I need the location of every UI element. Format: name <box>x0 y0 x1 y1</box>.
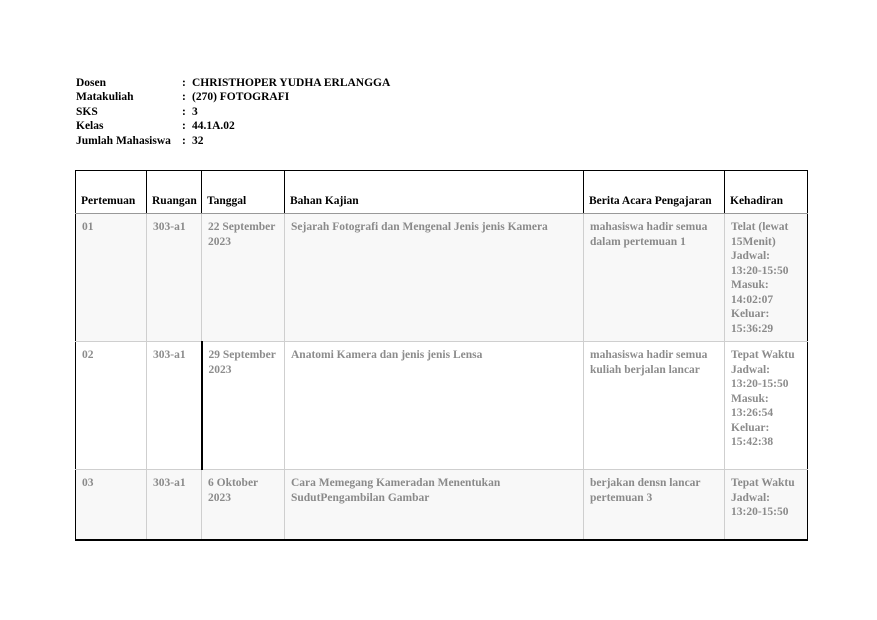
attendance-table <box>75 170 808 541</box>
column-header-ruangan: Ruangan <box>147 171 202 214</box>
column-header-berita-acara: Berita Acara Pengajaran <box>584 171 725 214</box>
info-row-matakuliah <box>76 90 390 104</box>
info-separator: : <box>182 77 186 89</box>
info-value: 3 <box>192 105 198 118</box>
table-header-row <box>76 171 808 214</box>
info-value: (270) FOTOGRAFI <box>192 91 290 104</box>
info-separator: : <box>182 91 186 104</box>
cell-berita-acara: mahasiswa hadir semua dalam pertemuan 1 <box>584 214 725 342</box>
cell-tanggal: 22 September 2023 <box>202 214 285 342</box>
cell-kehadiran: Tepat Waktu Jadwal: 13:20-15:50 Masuk: 13:26:54 Keluar: 15:42:38 <box>725 342 808 470</box>
column-header-bahan-kajian: Bahan Kajian <box>285 171 584 214</box>
cell-bahan-kajian: Anatomi Kamera dan jenis jenis Lensa <box>285 342 584 470</box>
cell-pertemuan: 01 <box>76 214 147 342</box>
cell-kehadiran: Telat (lewat 15Menit) Jadwal: 13:20-15:50 Masuk: 14:02:07 Keluar: 15:36:29 <box>725 214 808 342</box>
column-header-kehadiran: Kehadiran <box>725 171 808 214</box>
cell-tanggal: 29 September 2023 <box>202 342 285 470</box>
cell-ruangan: 303-a1 <box>147 214 202 342</box>
cell-pertemuan: 02 <box>76 342 147 470</box>
table-row <box>76 342 808 470</box>
info-label: Kelas <box>76 120 104 133</box>
info-value: 32 <box>192 134 204 147</box>
cell-bahan-kajian: Cara Memegang Kameradan Menentukan SudutPengambilan Gambar <box>285 470 584 541</box>
cell-ruangan: 303-a1 <box>147 342 202 470</box>
info-separator: : <box>182 134 186 147</box>
column-header-tanggal: Tanggal <box>202 171 285 214</box>
info-separator: : <box>182 120 186 133</box>
cell-berita-acara: berjakan densn lancar pertemuan 3 <box>584 470 725 541</box>
info-row-sks <box>76 105 390 119</box>
info-row-jumlah-mahasiswa <box>76 134 390 148</box>
cell-bahan-kajian: Sejarah Fotografi dan Mengenal Jenis jenis Kamera <box>285 214 584 342</box>
info-value: CHRISTHOPER YUDHA ERLANGGA <box>192 77 391 89</box>
column-header-pertemuan: Pertemuan <box>76 171 147 214</box>
cell-pertemuan: 03 <box>76 470 147 541</box>
info-row-kelas <box>76 119 390 133</box>
cell-ruangan: 303-a1 <box>147 470 202 541</box>
info-label: SKS <box>76 105 98 118</box>
table-row <box>76 214 808 342</box>
info-row-dosen <box>76 76 390 90</box>
cell-kehadiran: Tepat Waktu Jadwal: 13:20-15:50 <box>725 470 808 541</box>
info-label: Matakuliah <box>76 91 134 104</box>
info-label: Jumlah Mahasiswa <box>76 134 171 147</box>
info-value: 44.1A.02 <box>192 120 235 133</box>
cell-tanggal: 6 Oktober 2023 <box>202 470 285 541</box>
course-info-header <box>76 76 390 148</box>
table-row <box>76 470 808 541</box>
info-separator: : <box>182 105 186 118</box>
cell-berita-acara: mahasiswa hadir semua kuliah berjalan lancar <box>584 342 725 470</box>
info-label: Dosen <box>76 77 107 89</box>
